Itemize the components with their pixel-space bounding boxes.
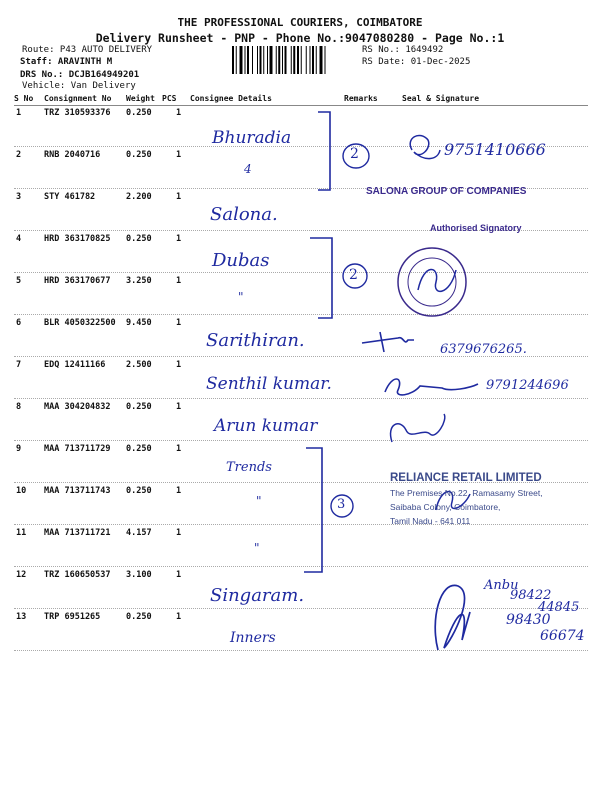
row-pcs: 1 [176, 192, 182, 202]
row-sno: 1 [16, 108, 22, 118]
bracket-rows-1-2 [318, 112, 330, 190]
reliance-stamp-name: RELIANCE RETAIL LIMITED [390, 472, 542, 484]
reliance-stamp-address-1: The Premises No.22, Ramasamy Street, [390, 488, 543, 498]
seal-signature [418, 269, 456, 291]
row-weight: 0.250 [126, 612, 152, 622]
drs-label: DRS No.: DCJB164949201 [20, 70, 140, 80]
row-sno: 4 [16, 234, 22, 244]
document-title: THE PROFESSIONAL COURIERS, COIMBATORE [177, 16, 423, 29]
row-pcs: 1 [176, 612, 182, 622]
ditto-row-11: " [254, 541, 260, 555]
consignee-row-4: Dubas [212, 250, 270, 271]
ditto-row-10: " [256, 494, 262, 508]
signature-row-6 [362, 332, 414, 352]
reliance-stamp-address-2: Saibaba Colony, Coimbatore, [390, 502, 501, 512]
row-consignment-no: EDQ 12411166 [44, 360, 106, 370]
row-pcs: 1 [176, 528, 182, 538]
row-weight: 4.157 [126, 528, 152, 538]
remark-circle-1: 2 [350, 146, 359, 162]
bracket-rows-9-11 [304, 448, 322, 572]
row-weight: 9.450 [126, 318, 152, 328]
signature-row-7 [385, 379, 478, 395]
col-consignment: Consignment No [44, 94, 112, 103]
col-weight: Weight [126, 94, 155, 103]
remark-circle-3: 3 [337, 497, 346, 512]
row-consignment-no: MAA 713711729 [44, 444, 111, 454]
row-pcs: 1 [176, 570, 182, 580]
col-pcs: PCS [162, 94, 177, 103]
signature-number-b: 44845 [538, 600, 580, 615]
row-consignment-no: BLR 4050322500 [44, 318, 116, 328]
rs-date: RS Date: 01-Dec-2025 [362, 57, 471, 67]
row-pcs: 1 [176, 360, 182, 370]
signature-name-anbu: Anbu [484, 578, 519, 593]
row-weight: 0.250 [126, 108, 152, 118]
vehicle-label: Vehicle: Van Delivery [22, 81, 136, 91]
col-consignee: Consignee Details [190, 94, 272, 103]
row-consignment-no: MAA 304204832 [44, 402, 111, 412]
row-consignment-no: TRZ 310593376 [44, 108, 111, 118]
row-consignment-no: HRD 363170677 [44, 276, 111, 286]
row-weight: 0.250 [126, 486, 152, 496]
consignee-row-9: Trends [226, 460, 272, 475]
reliance-stamp-address-3: Tamil Nadu - 641 011 [390, 516, 471, 526]
route-label: Route: P43 AUTO DELIVERY [22, 45, 153, 55]
row-sno: 3 [16, 192, 22, 202]
row-pcs: 1 [176, 444, 182, 454]
col-sno: S No [14, 94, 34, 103]
row-pcs: 1 [176, 276, 182, 286]
row-sno: 6 [16, 318, 22, 328]
row-weight: 3.100 [126, 570, 152, 580]
signature-number-d: 66674 [540, 628, 585, 644]
consignee-row-1: Bhuradia [212, 128, 292, 148]
signature-row-1 [410, 135, 440, 158]
row-sno: 5 [16, 276, 22, 286]
row-weight: 3.250 [126, 276, 152, 286]
row-consignment-no: MAA 713711721 [44, 528, 111, 538]
document-subtitle: Delivery Runsheet - PNP - Phone No.:9047080280 - Page No.:1 [95, 31, 505, 45]
row-consignment-no: HRD 363170825 [44, 234, 111, 244]
row-sno: 13 [16, 612, 27, 622]
row-consignment-no: RNB 2040716 [44, 150, 101, 160]
row-pcs: 1 [176, 318, 182, 328]
col-remarks: Remarks [344, 94, 378, 103]
row-consignment-no: MAA 713711743 [44, 486, 111, 496]
signature-rows-12-13 [435, 585, 470, 650]
row-pcs: 1 [176, 150, 182, 160]
consignee-row-6: Sarithiran. [206, 330, 305, 351]
row-consignment-no: STY 461782 [44, 192, 96, 202]
row-weight: 2.200 [126, 192, 152, 202]
col-seal-signature: Seal & Signature [402, 94, 480, 103]
ditto-row-5: " [238, 290, 244, 304]
phone-row-7: 9791244696 [486, 378, 569, 393]
staff-label: Staff: ARAVINTH M [20, 57, 113, 67]
row-consignment-no: TRP 6951265 [44, 612, 101, 622]
row-pcs: 1 [176, 108, 182, 118]
phone-row-1: 9751410666 [444, 140, 546, 159]
row-sno: 11 [16, 528, 27, 538]
row-weight: 0.250 [126, 402, 152, 412]
row-weight: 0.250 [126, 234, 152, 244]
row-pcs: 1 [176, 234, 182, 244]
consignee-row-12: Singaram. [210, 585, 305, 606]
salona-company-stamp: SALONA GROUP OF COMPANIES [366, 186, 527, 197]
phone-row-6: 6379676265. [440, 342, 527, 357]
row-consignment-no: TRZ 160650537 [44, 570, 111, 580]
ditto-row-2: 4 [244, 162, 252, 176]
signature-number-c: 98430 [506, 612, 551, 628]
row-pcs: 1 [176, 402, 182, 412]
remark-circle-2: 2 [349, 267, 358, 283]
row-sno: 10 [16, 486, 27, 496]
row-weight: 2.500 [126, 360, 152, 370]
row-sno: 12 [16, 570, 27, 580]
row-sno: 7 [16, 360, 22, 370]
row-sno: 2 [16, 150, 22, 160]
consignee-row-7: Senthil kumar. [206, 374, 332, 394]
authorised-signatory-stamp: Authorised Signatory [430, 223, 522, 233]
row-weight: 0.250 [126, 150, 152, 160]
signature-number-a: 98422 [510, 588, 552, 603]
row-sno: 8 [16, 402, 22, 412]
consignee-row-3: Salona. [210, 204, 278, 225]
signature-row-8 [391, 414, 445, 442]
rs-number: RS No.: 1649492 [362, 45, 444, 55]
row-weight: 0.250 [126, 444, 152, 454]
row-pcs: 1 [176, 486, 182, 496]
consignee-row-13: Inners [230, 630, 276, 646]
row-sno: 9 [16, 444, 22, 454]
bracket-rows-4-5 [310, 238, 332, 318]
consignee-row-8: Arun kumar [214, 416, 318, 436]
